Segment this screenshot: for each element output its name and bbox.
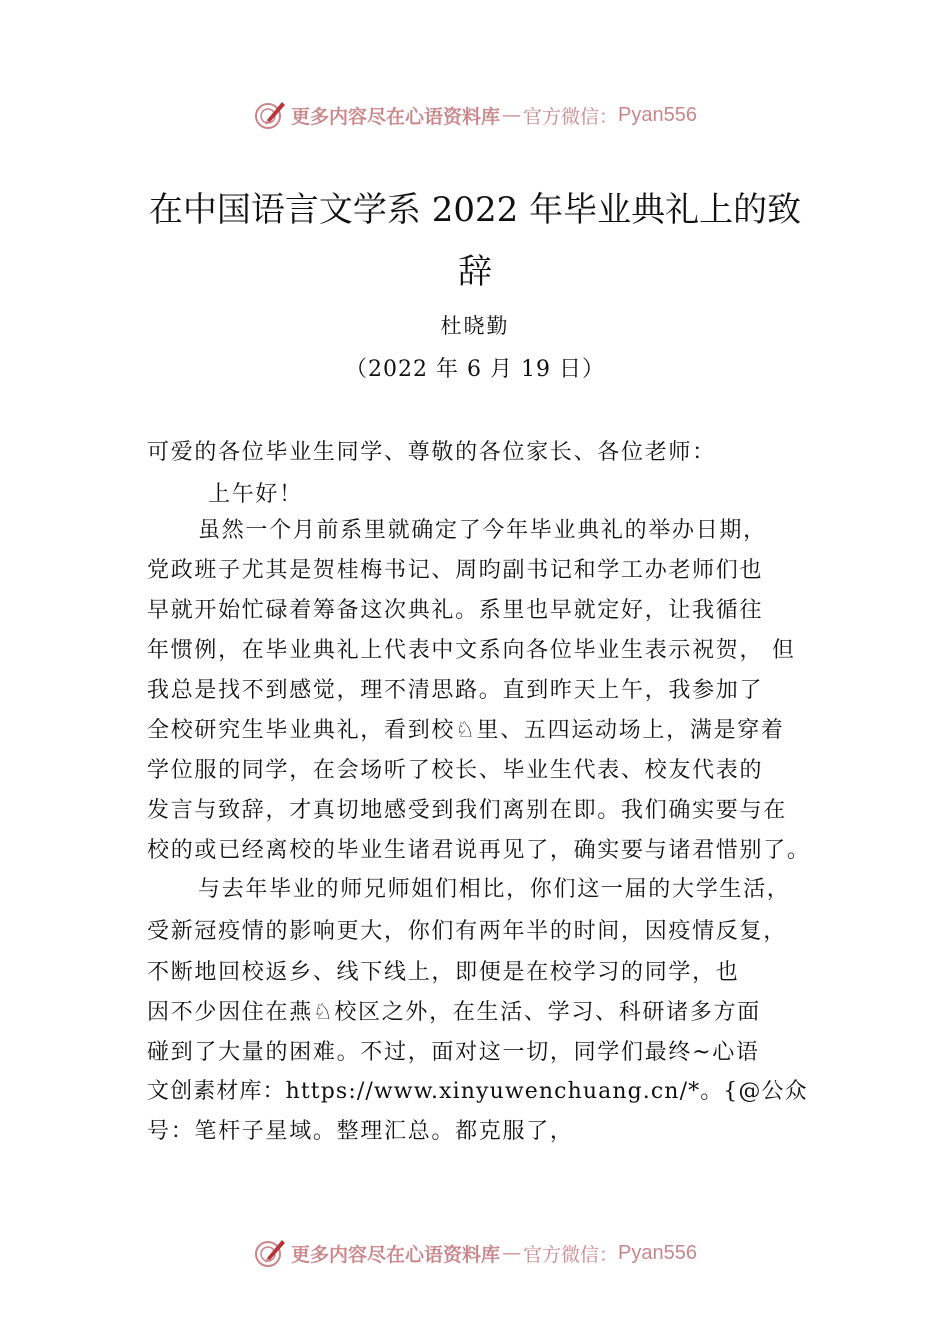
- pen-logo-icon: [253, 1236, 287, 1270]
- document-title-line-2: 辞: [458, 252, 492, 292]
- body-line: 碰到了大量的困难。不过，面对这一切，同学们最终~心语: [147, 1040, 760, 1065]
- header-watermark-banner: [0, 95, 950, 135]
- banner-text: 更多内容尽在心语资料库: [291, 105, 501, 128]
- body-line: 发言与致辞，才真切地感受到我们离别在即。我们确实要与在: [147, 798, 787, 823]
- body-line: 我总是找不到感觉，理不清思路。直到昨天上午，我参加了: [147, 678, 764, 703]
- body-line: 与去年毕业的师兄师姐们相比，你们这一届的大学生活，: [198, 877, 791, 902]
- author-name: 杜晓勤: [440, 314, 510, 338]
- body-line: 上午好！: [208, 482, 303, 507]
- body-line: 校的或已经离校的毕业生诸君说再见了，确实要与诸君惜别了。: [147, 838, 811, 863]
- banner-wechat-label: 官方微信：: [523, 1243, 619, 1266]
- banner-wechat-id: Pyan556: [618, 1241, 697, 1264]
- footer-watermark-banner: [0, 1233, 950, 1273]
- document-title-line-1: 在中国语言文学系 2022 年毕业典礼上的致: [148, 190, 802, 230]
- banner-wechat-label: 官方微信：: [523, 105, 619, 128]
- body-line: 文创素材库：https://www.xinyuwenchuang.cn/*。{@公众: [147, 1079, 808, 1104]
- pen-logo-icon: [253, 98, 287, 132]
- body-line: 党政班子尤其是贺桂梅书记、周昀副书记和学工办老师们也: [147, 558, 764, 583]
- body-line: 年惯例，在毕业典礼上代表中文系向各位毕业生表示祝贺， 但: [147, 638, 796, 663]
- body-line: 早就开始忙碌着筹备这次典礼。系里也早就定好，让我循往: [147, 598, 764, 623]
- body-line: 因不少因住在燕♘校区之外，在生活、学习、科研诸多方面: [147, 1000, 761, 1025]
- banner-dash: —: [502, 104, 522, 126]
- body-line: 号：笔杆子星域。整理汇总。都克服了，: [147, 1119, 574, 1144]
- body-line: 不断地回校返乡、线下线上，即便是在校学习的同学，也: [147, 960, 740, 985]
- speech-date: （2022 年 6 月 19 日）: [345, 357, 605, 382]
- banner-dash: —: [502, 1242, 522, 1264]
- body-line: 受新冠疫情的影响更大，你们有两年半的时间，因疫情反复，: [147, 919, 787, 944]
- body-line: 可爱的各位毕业生同学、尊敬的各位家长、各位老师：: [147, 440, 716, 465]
- body-line: 全校研究生毕业典礼，看到校♘里、五四运动场上，满是穿着: [147, 718, 785, 743]
- banner-text: 更多内容尽在心语资料库: [291, 1243, 501, 1266]
- body-line: 学位服的同学，在会场听了校长、毕业生代表、校友代表的: [147, 758, 764, 783]
- body-line: 虽然一个月前系里就确定了今年毕业典礼的举办日期，: [198, 518, 767, 543]
- banner-wechat-id: Pyan556: [618, 103, 697, 126]
